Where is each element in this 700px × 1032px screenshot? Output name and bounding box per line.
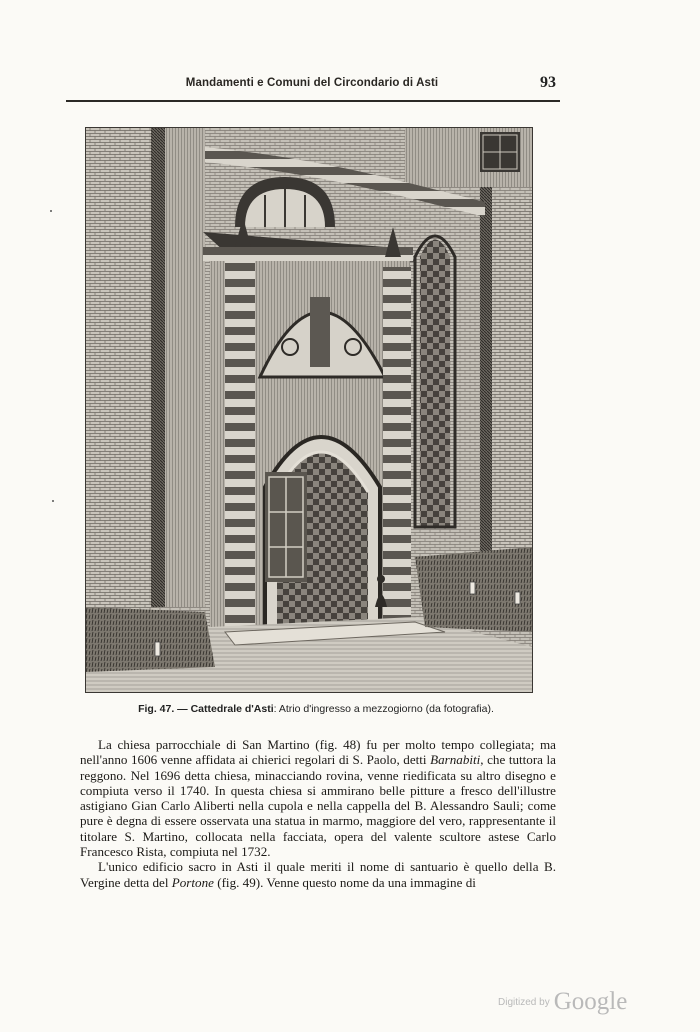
figure-label: Fig. 47. — bbox=[138, 703, 188, 715]
paragraph-italic: Portone bbox=[171, 874, 214, 890]
paragraph bbox=[80, 737, 556, 859]
paragraph-text: L'unico edificio sacro in Asti il quale meriti il nome di santuario è quello della B. Vergine detta del bbox=[80, 859, 556, 890]
stray-ink-mark bbox=[50, 210, 52, 212]
paragraph-text: La chiesa parrocchiale di San Martino (fig. 48) fu per molto tempo collegiata; ma nell'anno 1606 venne affidata ai chierici regolari di S. Paolo, detti bbox=[80, 737, 556, 768]
paragraph-italic: Barnabiti bbox=[430, 752, 481, 768]
page-number: 93 bbox=[540, 74, 556, 91]
body-text bbox=[80, 737, 556, 890]
paragraph-text: , che tuttora la reggono. Nel 1696 detta chiesa, minacciando rovina, venne riedificata su altro disegno e compiuta verso il 1740. In questa chiesa si ammirano belle pitture a fresco dell'illustre astigiano Gian Carlo Aliberti nella cupola e nella cappella del B. Alessandro Sauli; come pure è degna di essere osservata una statua in marmo, maggiore del vero, rappresentante il titolare S. Martino, collocata nella facciata, opera del valente scultore astese Carlo Francesco Rista, compiuta nel 1732. bbox=[80, 752, 556, 860]
paragraph bbox=[80, 859, 556, 890]
figure-caption bbox=[66, 703, 566, 715]
running-head bbox=[66, 74, 558, 98]
figure-subtitle: : Atrio d'ingresso a mezzogiorno (da fotografia). bbox=[273, 703, 494, 715]
cathedral-portal-engraving bbox=[85, 127, 533, 693]
watermark-prefix: Digitized by bbox=[498, 997, 550, 1008]
stray-ink-mark bbox=[52, 500, 54, 502]
google-logo: Google bbox=[553, 988, 628, 1015]
header-rule bbox=[66, 100, 560, 102]
figure-title: Cattedrale d'Asti bbox=[190, 703, 274, 715]
running-title: Mandamenti e Comuni del Circondario di Asti bbox=[185, 77, 439, 89]
digitization-watermark bbox=[498, 988, 648, 1022]
paragraph-text: (fig. 49). Venne questo nome da una immagine di bbox=[213, 874, 476, 890]
